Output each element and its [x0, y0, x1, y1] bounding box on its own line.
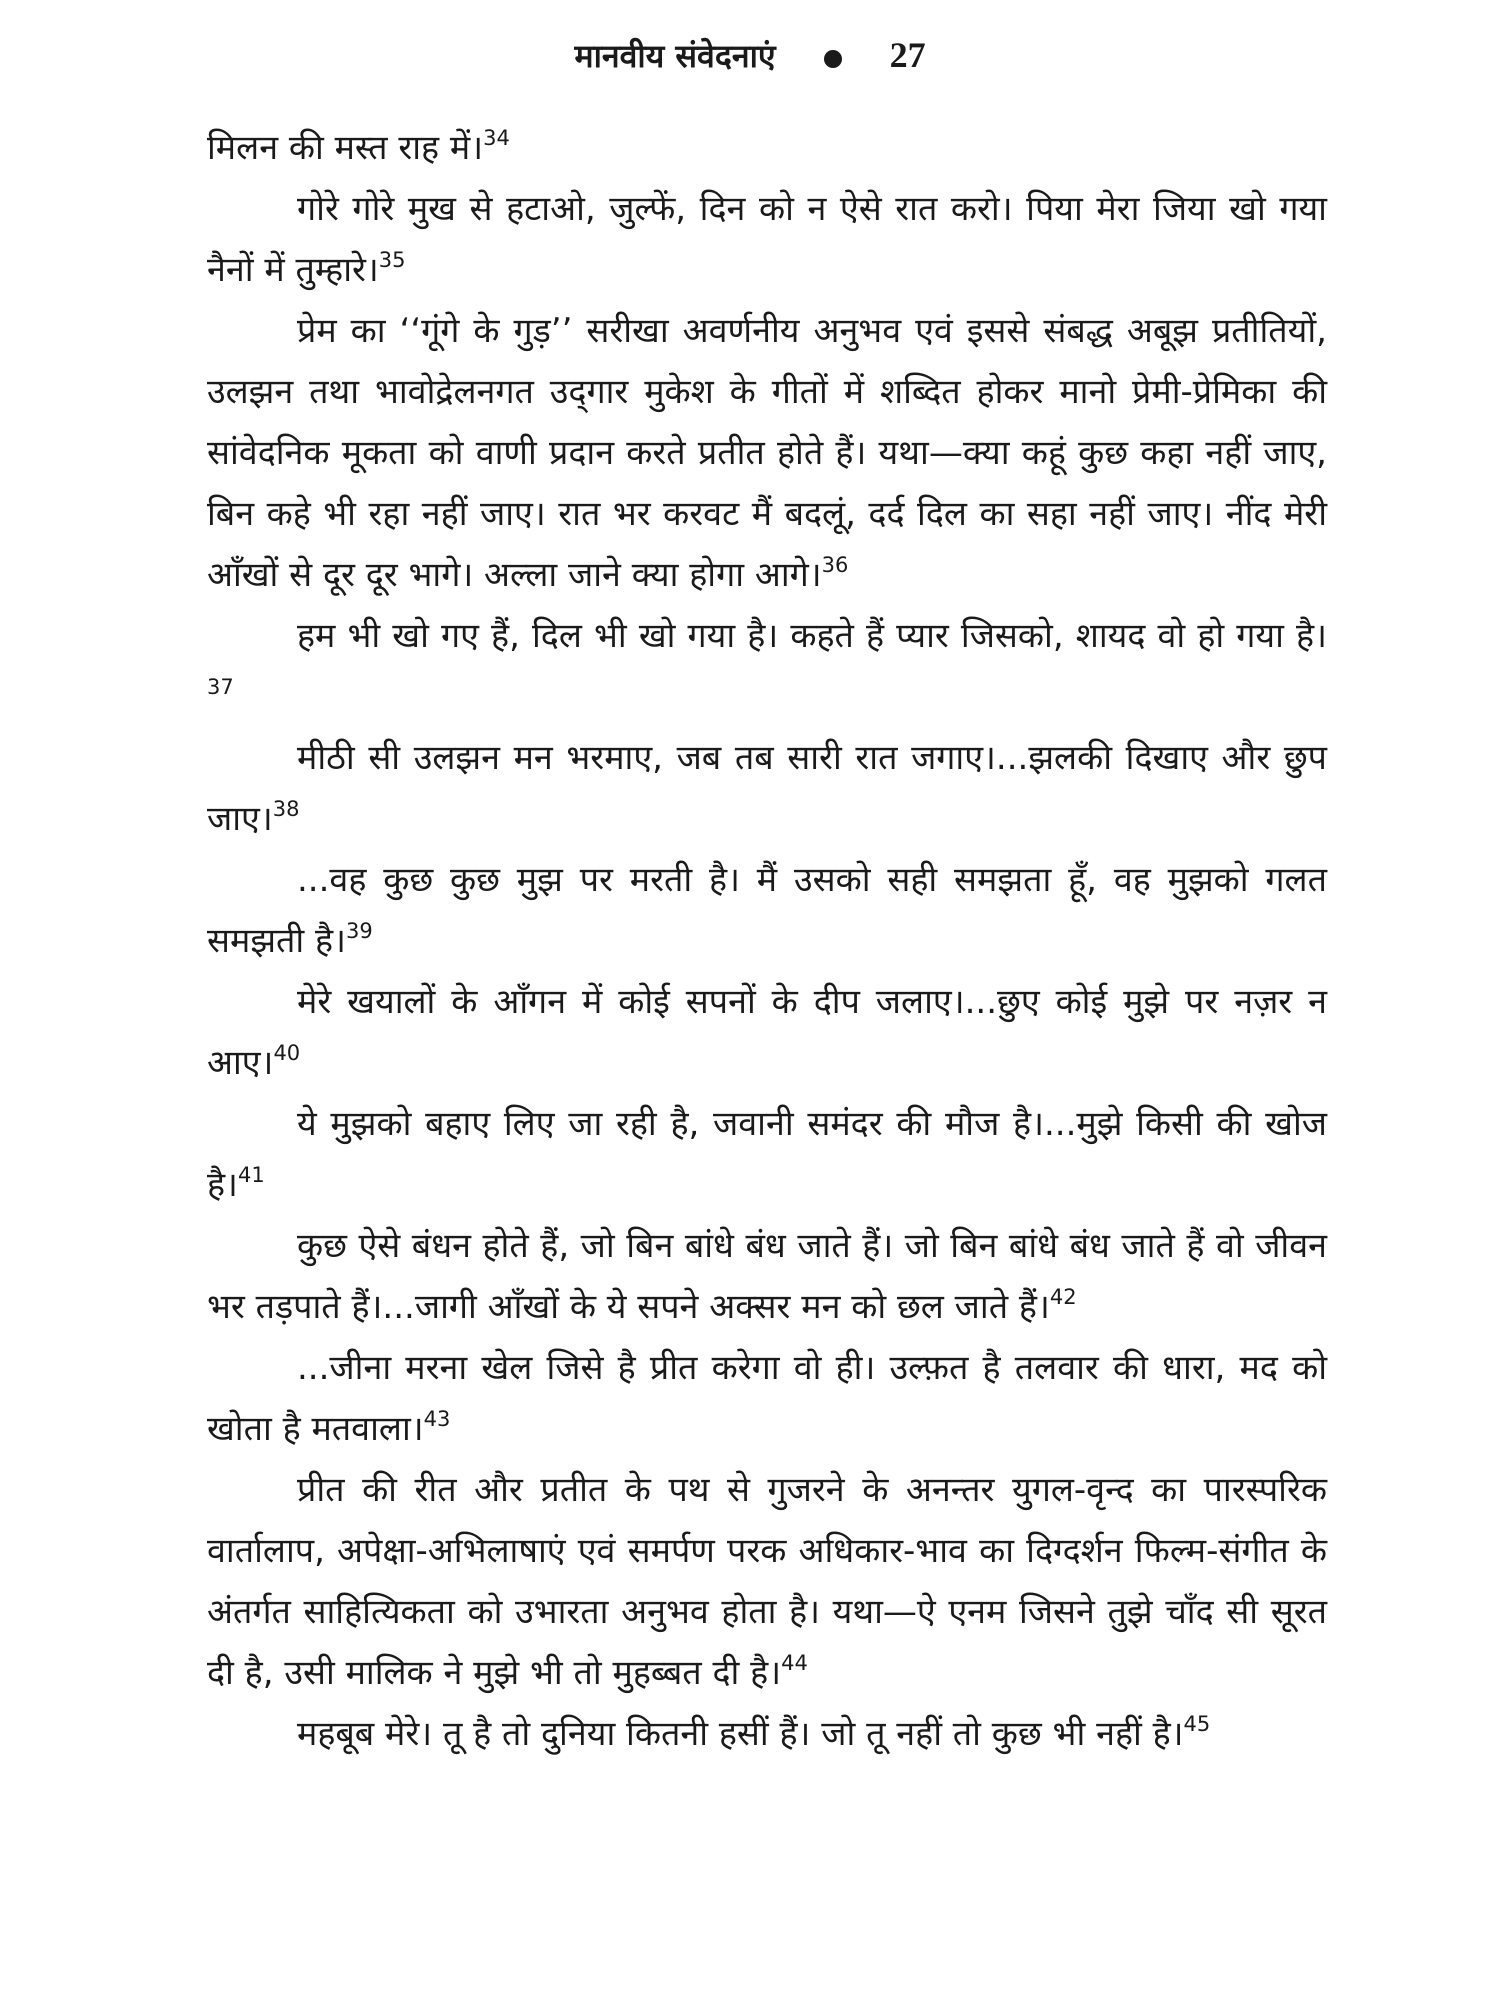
page-number: 27 [889, 35, 926, 75]
paragraph: हम भी खो गए हैं, दिल भी खो गया है। कहते हैं प्यार जिसको, शायद वो हो गया है।$^{37}$ [207, 616, 1327, 699]
footnote-ref: 42 [1049, 1285, 1077, 1309]
body-text [207, 118, 1327, 1765]
footnote-ref: 37 [207, 675, 234, 699]
footnote-ref: 40 [273, 1041, 301, 1065]
paragraph: प्रेम का ‘‘गूंगे के गुड़’’ सरीखा अवर्णनीय अनुभव एवं इससे संबद्ध अबूझ प्रतीतियों, उलझन तथा भावोद्रेलनगत उद्‌गार मुकेश के गीतों में शब्दित होकर मानो प्रेमी-प्रेमिका की सांवेदनिक मूकता को वाणी प्रदान करते प्रतीत होते हैं। यथा—क्या कहूं कुछ कहा नहीं जाए, बिन कहे भी रहा नहीं जाए। रात भर करवट मैं बदलूं, दर्द दिल का सहा नहीं जाए। नींद मेरी आँखों से दूर दूर भागे। अल्ला जाने क्या होगा आगे।$^{36}$ [207, 311, 1327, 595]
paragraph: गोरे गोरे मुख से हटाओ, जुल्फें, दिन को न ऐसे रात करो। पिया मेरा जिया खो गया नैनों में तुम्हारे।$^{35}$ [207, 189, 1327, 290]
paragraph: ...जीना मरना खेल जिसे है प्रीत करेगा वो ही। उल्फ़त है तलवार की धारा, मद को खोता है मतवाला।$^{43}$ [207, 1348, 1327, 1449]
paragraph: प्रीत की रीत और प्रतीत के पथ से गुजरने के अनन्तर युगल-वृन्द का पारस्परिक वार्तालाप, अपेक्षा-अभिलाषाएं एवं समर्पण परक अधिकार-भाव का दिग्दर्शन फिल्म-संगीत के अंतर्गत साहित्यिकता को उभारता अनुभव होता है। यथा—ऐ एनम जिसने तुझे चाँद सी सूरत दी है, उसी मालिक ने मुझे भी तो मुहब्बत दी है।$^{44}$ [207, 1470, 1327, 1693]
footnote-ref: 36 [821, 553, 849, 577]
paragraph: महबूब मेरे। तू है तो दुनिया कितनी हसीं हैं। जो तू नहीं तो कुछ भी नहीं है।$^{45}$ [297, 1712, 1211, 1754]
paragraph: ये मुझको बहाए लिए जा रही है, जवानी समंदर की मौज है।...मुझे किसी की खोज है।$^{41}$ [207, 1104, 1327, 1205]
paragraph: कुछ ऐसे बंधन होते हैं, जो बिन बांधे बंध जाते हैं। जो बिन बांधे बंध जाते हैं वो जीवन भर तड़पाते हैं।...जागी आँखों के ये सपने अक्सर मन को छल जाते हैं।$^{42}$ [207, 1226, 1327, 1327]
footnote-ref: 44 [781, 1651, 808, 1675]
footnote-ref: 34 [483, 126, 510, 150]
paragraph: मीठी सी उलझन मन भरमाए, जब तब सारी रात जगाए।...झलकी दिखाए और छुप जाए।$^{38}$ [207, 738, 1327, 839]
header-title: मानवीय संवेदनाएं [574, 37, 776, 75]
paragraph: ...वह कुछ कुछ मुझ पर मरती है। मैं उसको सही समझता हूँ, वह मुझको गलत समझती है।$^{39}$ [207, 860, 1327, 961]
footnote-ref: 45 [1183, 1712, 1211, 1736]
paragraph: मिलन की मस्त राह में।$^{34}$ [207, 126, 510, 168]
footnote-ref: 41 [237, 1163, 265, 1187]
running-header [0, 30, 1500, 81]
paragraph: मेरे खयालों के आँगन में कोई सपनों के दीप जलाए।...छुए कोई मुझे पर नज़र न आए।$^{40}$ [207, 982, 1327, 1083]
footnote-ref: 35 [378, 248, 406, 272]
footnote-ref: 39 [345, 919, 373, 943]
footnote-ref: 43 [423, 1407, 451, 1431]
footnote-ref: 38 [272, 797, 300, 821]
header-bullet [824, 50, 842, 68]
